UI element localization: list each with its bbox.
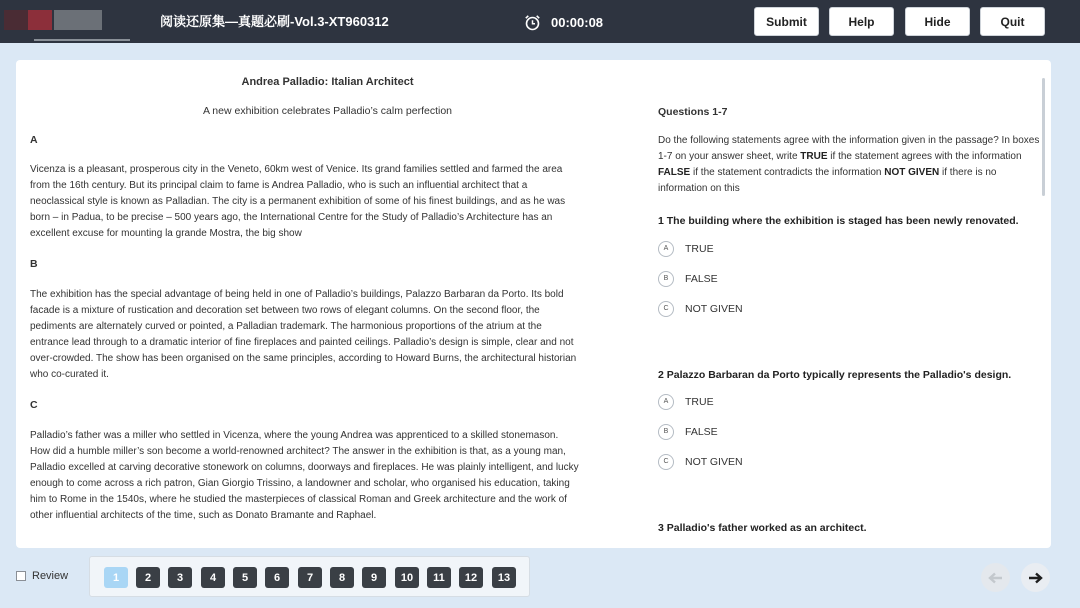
option-key-circle[interactable]: B xyxy=(658,424,674,440)
arrow-left-icon[interactable] xyxy=(988,572,1003,584)
previous-button[interactable] xyxy=(981,563,1010,592)
page-button-8[interactable]: 8 xyxy=(330,567,354,588)
q1-option-true[interactable]: A TRUE xyxy=(658,240,714,258)
question-2-text: 2 Palazzo Barbaran da Porto typically represents the Palladio's design. xyxy=(658,369,1012,381)
section-letter: C xyxy=(30,399,38,411)
q2-option-not-given[interactable]: C NOT GIVEN xyxy=(658,453,743,471)
option-key-circle[interactable]: A xyxy=(658,241,674,257)
q1-option-false[interactable]: B FALSE xyxy=(658,270,718,288)
questions-scrollbar[interactable] xyxy=(1042,78,1045,196)
next-button[interactable] xyxy=(1021,563,1050,592)
review-checkbox[interactable] xyxy=(16,570,68,582)
passage-paragraph: Vicenza is a pleasant, prosperous city in the Veneto, 60km west of Venice. Its grand families settled and farmed the area from the 16th century. But its principal claim to fame is Andrea Palladio, who is such an influential architect that a neoclassical style is known as Palladian. The city is a permanent exhibition of some of his finest buildings, and as he was born – in Padua, to be precise – 500 years ago, the International Centre for the Study of Palladio’s Architecture has an excellent excuse for mounting la grande Mostra, the big show xyxy=(30,164,566,239)
passage-subtitle: A new exhibition celebrates Palladio’s calm perfection xyxy=(202,105,453,117)
page-button-2[interactable]: 2 xyxy=(136,567,160,588)
page-button-12[interactable]: 12 xyxy=(459,567,483,588)
page-button-5[interactable]: 5 xyxy=(233,567,257,588)
timer-value: 00:00:08 xyxy=(551,14,604,30)
question-1-text: 1 The building where the exhibition is staged has been newly renovated. xyxy=(658,215,1019,227)
help-button[interactable]: Help xyxy=(829,7,894,36)
q2-option-false[interactable]: B FALSE xyxy=(658,423,718,441)
section-letter: B xyxy=(30,258,38,270)
alarm-clock-icon xyxy=(524,14,541,31)
timer xyxy=(524,12,603,32)
passage-paragraph: The exhibition has the special advantage of being held in one of Palladio’s buildings, Palazzo Barbaran da Porto. Its bold facade is a mixture of rustication and decoration set between two rows of elegant columns. On the second floor, the pediments are alternately curved or pointed, a Palladian trademark. The harmonious proportions of the atrium at the entrance lead through to a dramatic interior of fine fireplaces and painted ceilings. Palladio’s design is simple, clear and not over-crowded. The show has been organised on the same principles, according to Howard Burns, the architectural historian who co-curated it. xyxy=(30,289,577,380)
q2-option-true[interactable]: A TRUE xyxy=(658,393,714,411)
arrow-right-icon[interactable] xyxy=(1028,572,1043,584)
page-button-6[interactable]: 6 xyxy=(265,567,289,588)
page-button-11[interactable]: 11 xyxy=(427,567,451,588)
main-panel xyxy=(16,60,1051,548)
page-button-13[interactable]: 13 xyxy=(492,567,516,588)
questions-instructions: Do the following statements agree with the information given in the passage? In boxes 1-7 on your answer sheet, write TRUE if the statement agrees with the information FALSE if the statement contradicts the information NOT GIVEN if there is no information on this xyxy=(658,135,1040,194)
top-bar xyxy=(0,0,1080,43)
q1-option-not-given[interactable]: C NOT GIVEN xyxy=(658,300,743,318)
passage-pane[interactable] xyxy=(30,70,625,548)
question-3-text: 3 Palladio's father worked as an architect. xyxy=(658,522,867,534)
option-key-circle[interactable]: A xyxy=(658,394,674,410)
page-button-3[interactable]: 3 xyxy=(168,567,192,588)
submit-button[interactable]: Submit xyxy=(754,7,819,36)
test-title: 阅读还原集—真题必刷-Vol.3-XT960312 xyxy=(160,14,389,29)
option-key-circle[interactable]: C xyxy=(658,301,674,317)
checkbox-box[interactable] xyxy=(16,571,26,581)
quit-button[interactable]: Quit xyxy=(980,7,1045,36)
page-button-10[interactable]: 10 xyxy=(395,567,419,588)
page-button-7[interactable]: 7 xyxy=(298,567,322,588)
page-button-1[interactable]: 1 xyxy=(104,567,128,588)
logo xyxy=(4,8,128,36)
questions-heading: Questions 1-7 xyxy=(658,106,728,118)
page-button-4[interactable]: 4 xyxy=(201,567,225,588)
option-key-circle[interactable]: B xyxy=(658,271,674,287)
questions-pane[interactable] xyxy=(658,60,1043,548)
hide-button[interactable]: Hide xyxy=(905,7,970,36)
passage-paragraph: Palladio’s father was a miller who settled in Vicenza, where the young Andrea was apprenticed to a skilled stonemason. How did a humble miller’s son become a world-renowned architect? The answer in the exhibition is that, as a young man, Palladio excelled at carving decorative stonework on columns, doorways and fireplaces. He was plainly intelligent, and lucky enough to come across a rich patron, Gian Giorgio Trissino, a landowner and scholar, who organised his education, taking him to Rome in the 1540s, where he studied the masterpieces of classical Roman and Greek architecture and the work of other influential architects of the time, such as Donato Bramante and Raphael. xyxy=(30,430,579,521)
question-page-bar xyxy=(89,556,530,597)
option-key-circle[interactable]: C xyxy=(658,454,674,470)
passage-title: Andrea Palladio: Italian Architect xyxy=(241,76,414,88)
review-label: Review xyxy=(32,570,69,582)
section-letter: A xyxy=(30,134,38,146)
page-button-9[interactable]: 9 xyxy=(362,567,386,588)
